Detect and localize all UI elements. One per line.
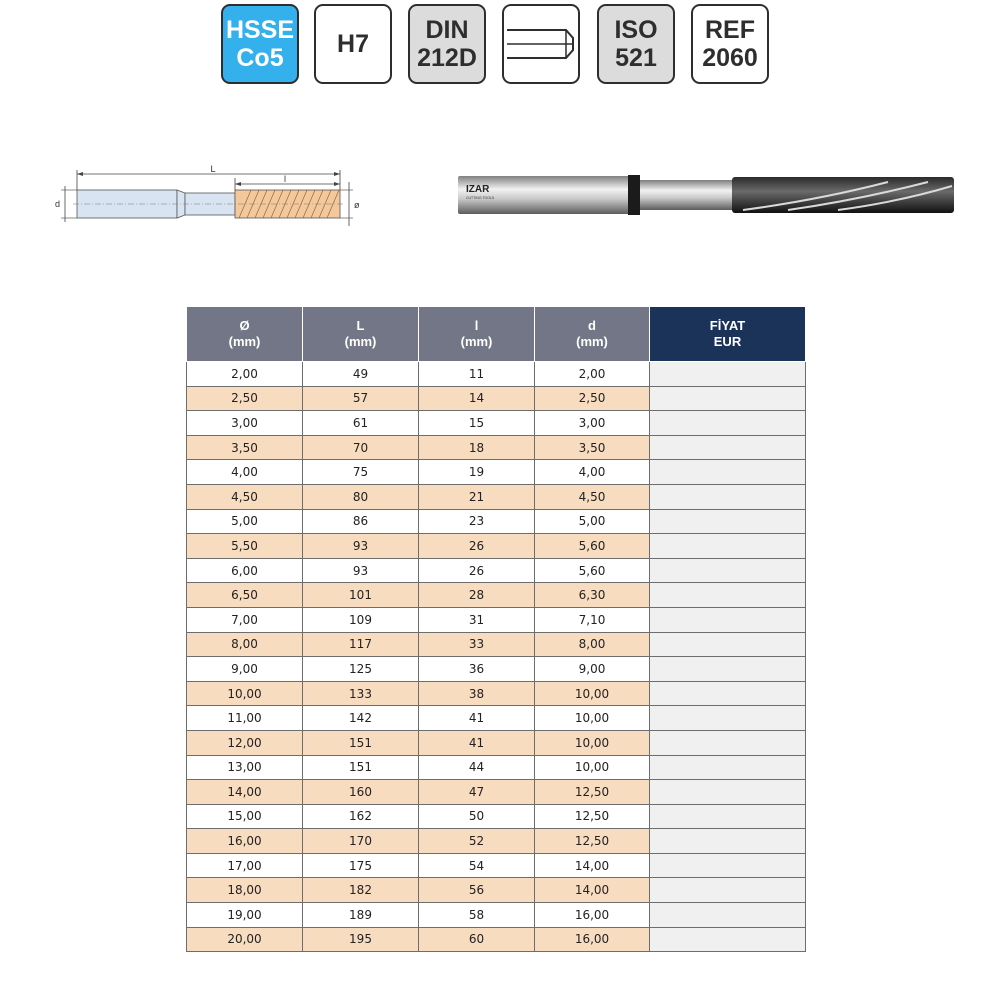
cell-total-length: 133 <box>303 681 419 706</box>
table-row <box>187 509 806 534</box>
cell-diameter: 13,00 <box>187 755 303 780</box>
cell-diameter: 18,00 <box>187 878 303 903</box>
badge-line2: Co5 <box>236 44 284 72</box>
cell-diameter: 12,00 <box>187 730 303 755</box>
cell-diameter: 3,00 <box>187 411 303 436</box>
table-row <box>187 632 806 657</box>
table-row <box>187 558 806 583</box>
cell-total-length: 57 <box>303 386 419 411</box>
table-row <box>187 804 806 829</box>
cell-price <box>650 903 806 928</box>
cell-shank-diameter: 14,00 <box>535 878 650 903</box>
badge-line2: 212D <box>417 44 477 72</box>
cell-diameter: 4,00 <box>187 460 303 485</box>
cell-diameter: 5,00 <box>187 509 303 534</box>
table-row <box>187 607 806 632</box>
cell-flute-length: 41 <box>419 706 535 731</box>
cell-total-length: 160 <box>303 780 419 805</box>
cell-shank-diameter: 12,50 <box>535 804 650 829</box>
cell-shank-diameter: 3,50 <box>535 435 650 460</box>
cell-total-length: 75 <box>303 460 419 485</box>
dim-label-dia: ø <box>354 200 360 210</box>
cell-diameter: 6,00 <box>187 558 303 583</box>
cell-flute-length: 19 <box>419 460 535 485</box>
cell-diameter: 4,50 <box>187 484 303 509</box>
cell-total-length: 151 <box>303 755 419 780</box>
cell-flute-length: 14 <box>419 386 535 411</box>
cell-price <box>650 362 806 387</box>
spec-badges <box>0 4 1000 88</box>
cell-diameter: 15,00 <box>187 804 303 829</box>
cell-flute-length: 41 <box>419 730 535 755</box>
reamer-size-table <box>186 307 806 952</box>
dim-label-l: l <box>284 174 286 184</box>
cell-price <box>650 681 806 706</box>
header-shank-diameter: d (mm) <box>535 307 650 362</box>
cell-price <box>650 386 806 411</box>
cell-diameter: 6,50 <box>187 583 303 608</box>
cell-price <box>650 829 806 854</box>
cell-shank-diameter: 16,00 <box>535 903 650 928</box>
table-row <box>187 362 806 387</box>
cell-flute-length: 33 <box>419 632 535 657</box>
din-badge <box>408 4 486 84</box>
cell-total-length: 182 <box>303 878 419 903</box>
cell-shank-diameter: 10,00 <box>535 681 650 706</box>
cell-flute-length: 15 <box>419 411 535 436</box>
brand-logo: IZAR <box>466 184 490 195</box>
cell-flute-length: 36 <box>419 657 535 682</box>
cell-price <box>650 853 806 878</box>
cell-total-length: 125 <box>303 657 419 682</box>
cell-price <box>650 780 806 805</box>
cell-shank-diameter: 10,00 <box>535 730 650 755</box>
table-row <box>187 681 806 706</box>
table-row <box>187 460 806 485</box>
cell-flute-length: 23 <box>419 509 535 534</box>
badge-line2: 2060 <box>702 44 758 72</box>
cell-price <box>650 878 806 903</box>
table-row <box>187 755 806 780</box>
cell-total-length: 80 <box>303 484 419 509</box>
cell-diameter: 16,00 <box>187 829 303 854</box>
cell-shank-diameter: 5,00 <box>535 509 650 534</box>
cell-total-length: 162 <box>303 804 419 829</box>
ref-badge <box>691 4 769 84</box>
cell-total-length: 93 <box>303 558 419 583</box>
technical-drawing <box>55 160 365 235</box>
cell-total-length: 101 <box>303 583 419 608</box>
cell-flute-length: 60 <box>419 927 535 952</box>
cell-shank-diameter: 6,30 <box>535 583 650 608</box>
badge-line1: DIN <box>425 16 469 44</box>
cell-diameter: 5,50 <box>187 534 303 559</box>
cell-diameter: 20,00 <box>187 927 303 952</box>
cell-flute-length: 52 <box>419 829 535 854</box>
cell-flute-length: 38 <box>419 681 535 706</box>
table-row <box>187 903 806 928</box>
table-row <box>187 730 806 755</box>
header-total-length: L (mm) <box>303 307 419 362</box>
cell-shank-diameter: 3,00 <box>535 411 650 436</box>
cell-shank-diameter: 10,00 <box>535 755 650 780</box>
cell-flute-length: 18 <box>419 435 535 460</box>
cell-price <box>650 435 806 460</box>
cell-diameter: 19,00 <box>187 903 303 928</box>
table-row <box>187 853 806 878</box>
cell-price <box>650 730 806 755</box>
cell-total-length: 61 <box>303 411 419 436</box>
cell-diameter: 9,00 <box>187 657 303 682</box>
table-row <box>187 878 806 903</box>
cell-total-length: 189 <box>303 903 419 928</box>
dim-label-d: d <box>55 199 61 209</box>
cell-shank-diameter: 2,00 <box>535 362 650 387</box>
table-row <box>187 484 806 509</box>
table-header-row <box>187 307 806 362</box>
cell-shank-diameter: 16,00 <box>535 927 650 952</box>
cell-price <box>650 583 806 608</box>
cell-price <box>650 460 806 485</box>
cell-diameter: 11,00 <box>187 706 303 731</box>
badge-line1: ISO <box>614 16 658 44</box>
cell-total-length: 109 <box>303 607 419 632</box>
iso-badge <box>597 4 675 84</box>
cell-price <box>650 755 806 780</box>
table-row <box>187 657 806 682</box>
cell-total-length: 70 <box>303 435 419 460</box>
cell-price <box>650 558 806 583</box>
cell-flute-length: 26 <box>419 534 535 559</box>
header-diameter: Ø (mm) <box>187 307 303 362</box>
table-row <box>187 435 806 460</box>
material-badge <box>221 4 299 84</box>
table-row <box>187 386 806 411</box>
cell-diameter: 2,00 <box>187 362 303 387</box>
product-photo <box>458 170 956 220</box>
cell-price <box>650 534 806 559</box>
cell-total-length: 93 <box>303 534 419 559</box>
badge-line1: REF <box>705 16 755 44</box>
table-row <box>187 583 806 608</box>
cell-shank-diameter: 5,60 <box>535 558 650 583</box>
table-row <box>187 829 806 854</box>
cell-total-length: 86 <box>303 509 419 534</box>
cell-shank-diameter: 9,00 <box>535 657 650 682</box>
cell-shank-diameter: 8,00 <box>535 632 650 657</box>
cell-price <box>650 607 806 632</box>
tolerance-badge <box>314 4 392 84</box>
table-row <box>187 411 806 436</box>
cell-price <box>650 657 806 682</box>
cell-diameter: 14,00 <box>187 780 303 805</box>
header-price: FİYAT EUR <box>650 307 806 362</box>
table-body <box>187 362 806 952</box>
cell-shank-diameter: 12,50 <box>535 780 650 805</box>
cell-diameter: 3,50 <box>187 435 303 460</box>
cell-diameter: 10,00 <box>187 681 303 706</box>
table-row <box>187 706 806 731</box>
table-row <box>187 927 806 952</box>
shank-type-badge <box>502 4 580 84</box>
badge-line1: H7 <box>337 30 369 58</box>
cell-flute-length: 54 <box>419 853 535 878</box>
cell-shank-diameter: 5,60 <box>535 534 650 559</box>
cell-shank-diameter: 2,50 <box>535 386 650 411</box>
cell-total-length: 175 <box>303 853 419 878</box>
cell-flute-length: 26 <box>419 558 535 583</box>
cell-shank-diameter: 4,00 <box>535 460 650 485</box>
cell-diameter: 8,00 <box>187 632 303 657</box>
cell-price <box>650 484 806 509</box>
cell-price <box>650 927 806 952</box>
cell-flute-length: 11 <box>419 362 535 387</box>
cell-total-length: 170 <box>303 829 419 854</box>
cell-total-length: 117 <box>303 632 419 657</box>
cell-flute-length: 58 <box>419 903 535 928</box>
cell-flute-length: 44 <box>419 755 535 780</box>
cell-total-length: 195 <box>303 927 419 952</box>
cell-price <box>650 509 806 534</box>
cell-diameter: 2,50 <box>187 386 303 411</box>
cell-price <box>650 706 806 731</box>
badge-line2: 521 <box>615 44 657 72</box>
dim-label-L: L <box>210 164 216 174</box>
badge-line1: HSSE <box>225 16 295 44</box>
table-row <box>187 780 806 805</box>
cell-total-length: 49 <box>303 362 419 387</box>
cell-shank-diameter: 4,50 <box>535 484 650 509</box>
cell-shank-diameter: 10,00 <box>535 706 650 731</box>
cell-price <box>650 411 806 436</box>
brand-tagline: CUTTING TOOLS <box>466 196 495 200</box>
cell-price <box>650 804 806 829</box>
straight-shank-icon <box>506 24 576 64</box>
cell-flute-length: 31 <box>419 607 535 632</box>
cell-flute-length: 47 <box>419 780 535 805</box>
cell-diameter: 17,00 <box>187 853 303 878</box>
header-flute-length: l (mm) <box>419 307 535 362</box>
cell-diameter: 7,00 <box>187 607 303 632</box>
cell-total-length: 151 <box>303 730 419 755</box>
cell-total-length: 142 <box>303 706 419 731</box>
cell-flute-length: 50 <box>419 804 535 829</box>
cell-shank-diameter: 14,00 <box>535 853 650 878</box>
cell-price <box>650 632 806 657</box>
cell-shank-diameter: 7,10 <box>535 607 650 632</box>
cell-flute-length: 28 <box>419 583 535 608</box>
table-row <box>187 534 806 559</box>
cell-flute-length: 21 <box>419 484 535 509</box>
cell-shank-diameter: 12,50 <box>535 829 650 854</box>
cell-flute-length: 56 <box>419 878 535 903</box>
